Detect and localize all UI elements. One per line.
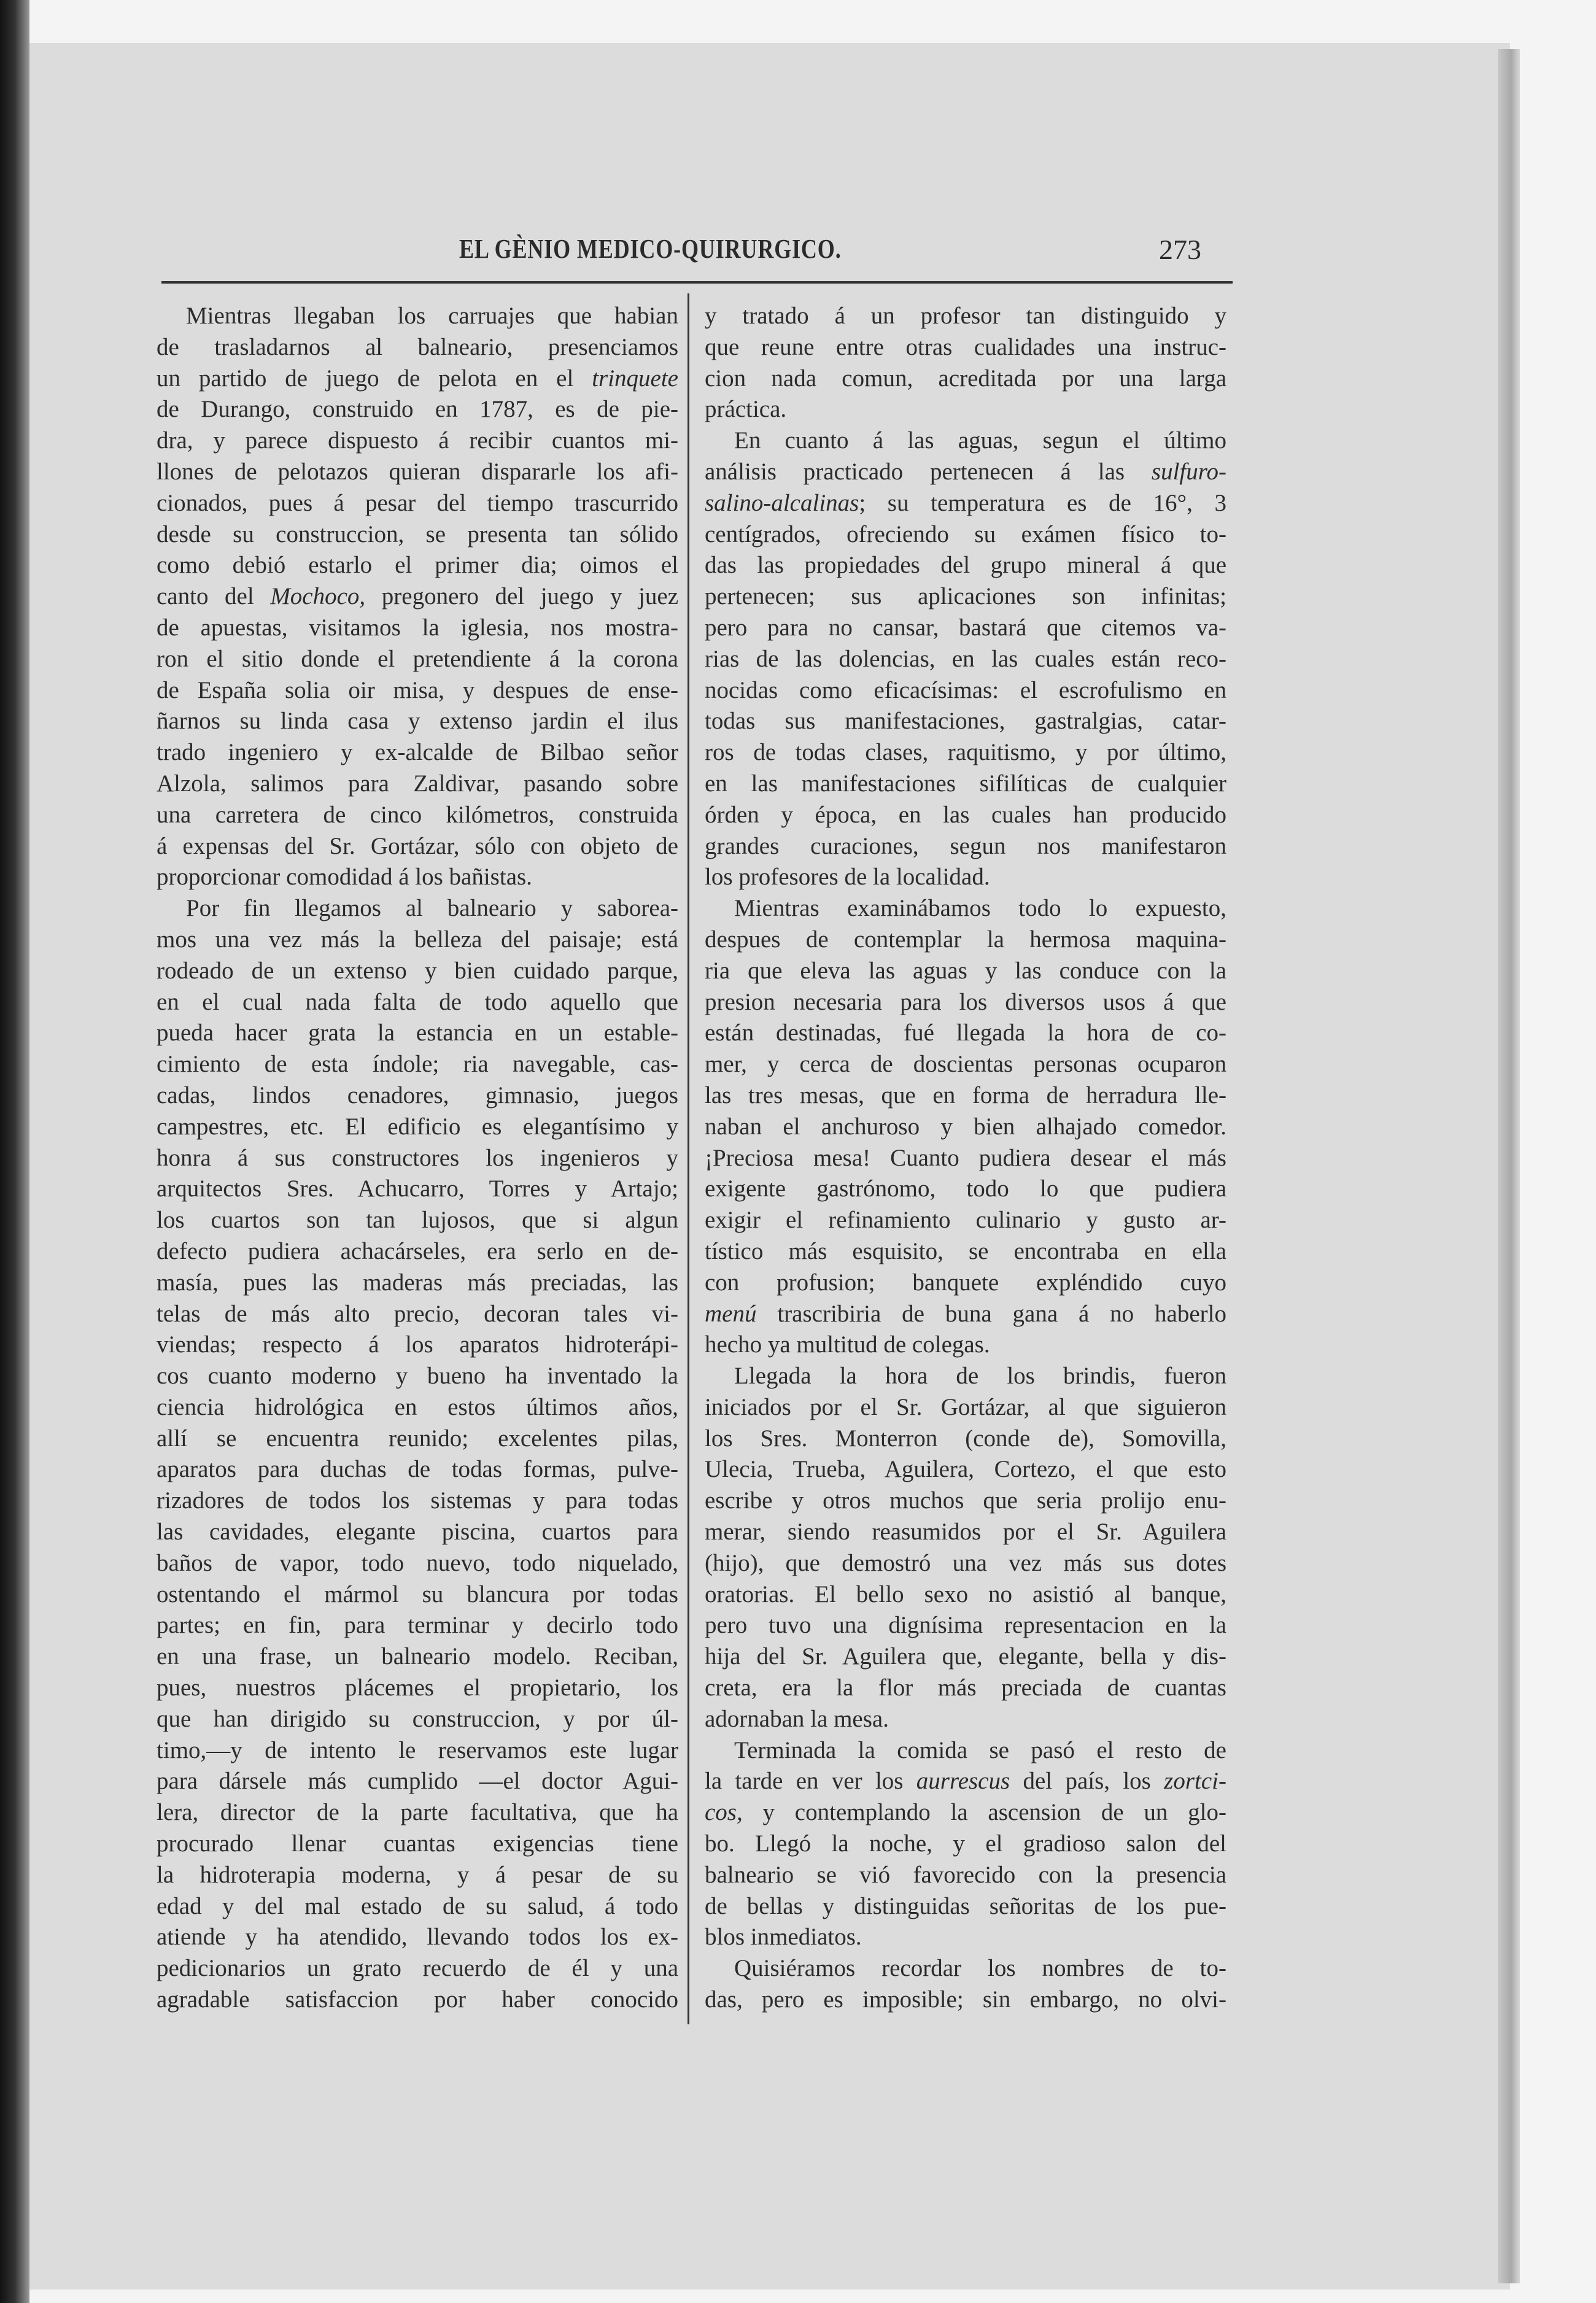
text-segment: los profesores de la localidad.	[705, 864, 990, 891]
text-segment: en una frase, un balneario modelo. Reciban,	[157, 1643, 678, 1670]
text-segment: los Sres. Monterron (conde de), Somovilla,	[705, 1425, 1226, 1452]
text-segment: como debió estarlo el primer dia; oimos el	[157, 552, 678, 579]
italic-text: trinquete	[592, 365, 678, 392]
text-line	[157, 1330, 678, 1361]
text-segment: para dársele más cumplido —el doctor Agui-	[157, 1768, 678, 1795]
text-line	[157, 1641, 678, 1673]
text-line	[705, 956, 1226, 987]
text-segment: arquitectos Sres. Achucarro, Torres y Artajo;	[157, 1175, 678, 1202]
text-line	[705, 1268, 1226, 1299]
text-segment: defecto pudiera achacárseles, era serlo en de-	[157, 1237, 678, 1264]
text-segment: exigir el refinamiento culinario y gusto ar-	[705, 1207, 1226, 1234]
text-segment: baños de vapor, todo nuevo, todo niquelado,	[157, 1549, 678, 1576]
text-segment: masía, pues las maderas más preciadas, las	[157, 1269, 678, 1296]
text-line	[157, 862, 678, 893]
text-line	[157, 457, 678, 488]
text-segment: Alzola, salimos para Zaldivar, pasando sobre	[157, 770, 678, 797]
text-line	[157, 301, 678, 332]
text-line	[157, 1766, 678, 1797]
text-line	[157, 1704, 678, 1735]
text-segment: de trasladarnos al balneario, presenciamos	[157, 333, 678, 360]
text-segment: llones de pelotazos quieran dispararle los afi-	[157, 458, 678, 485]
text-segment: campestres, etc. El edificio es elegantísimo y	[157, 1113, 678, 1140]
text-line	[157, 581, 678, 613]
text-segment: lera, director de la parte facultativa, que ha	[157, 1799, 678, 1826]
text-line	[705, 1236, 1226, 1268]
text-segment: ciencia hidrológica en estos últimos años,	[157, 1393, 678, 1420]
text-line	[705, 1049, 1226, 1080]
text-segment: centígrados, ofreciendo su exámen físico to-	[705, 521, 1226, 548]
text-segment: ros de todas clases, raquitismo, y por último,	[705, 739, 1226, 766]
text-line	[157, 613, 678, 644]
text-segment: ria que eleva las aguas y las conduce con la	[705, 957, 1226, 984]
text-segment: mos una vez más la belleza del paisaje; está	[157, 926, 678, 953]
italic-text: menú	[705, 1300, 757, 1327]
text-line	[705, 1174, 1226, 1205]
text-line	[705, 1766, 1226, 1797]
text-segment: pues, nuestros plácemes el propietario, los	[157, 1674, 678, 1701]
text-segment: procurado llenar cuantas exigencias tiene	[157, 1830, 678, 1857]
text-segment: (hijo), que demostró una vez más sus dotes	[705, 1549, 1226, 1576]
text-segment: agradable satisfaccion por haber conocido	[157, 1986, 678, 2013]
text-line	[157, 800, 678, 831]
text-line	[157, 893, 678, 924]
text-line	[705, 1330, 1226, 1361]
text-segment: iniciados por el Sr. Gortázar, al que siguieron	[705, 1393, 1226, 1420]
text-line	[705, 301, 1226, 332]
text-segment: están destinadas, fué llegada la hora de co-	[705, 1020, 1226, 1047]
text-line	[157, 1299, 678, 1330]
text-line	[157, 1517, 678, 1548]
text-segment: de Durango, construido en 1787, es de pie-	[157, 396, 678, 423]
text-line	[157, 987, 678, 1018]
text-line	[705, 1485, 1226, 1517]
text-line	[157, 924, 678, 956]
text-segment: creta, era la flor más preciada de cuantas	[705, 1674, 1226, 1701]
text-segment: los cuartos son tan lujosos, que si algun	[157, 1207, 678, 1234]
text-segment: timo,—y de intento le reservamos este lugar	[157, 1736, 678, 1763]
header-rule	[161, 281, 1233, 284]
text-segment: todas sus manifestaciones, gastralgias, catar-	[705, 708, 1226, 735]
text-line	[157, 1984, 678, 2016]
text-line	[157, 1735, 678, 1767]
text-segment: blos inmediatos.	[705, 1924, 862, 1951]
text-line	[157, 519, 678, 551]
text-line	[705, 1112, 1226, 1143]
text-segment: ; su temperatura es de 16°, 3	[859, 489, 1226, 516]
text-segment: de España solia oir misa, y despues de ense-	[157, 676, 678, 703]
text-line	[705, 425, 1226, 457]
text-line	[157, 675, 678, 706]
text-segment: edad y del mal estado de su salud, á todo	[157, 1892, 678, 1919]
text-line	[705, 613, 1226, 644]
text-line	[157, 1018, 678, 1049]
text-segment: cion nada comun, acreditada por una larga	[705, 365, 1226, 392]
text-line	[157, 1548, 678, 1579]
text-line	[705, 1361, 1226, 1392]
text-line	[157, 1579, 678, 1611]
text-line	[705, 1548, 1226, 1579]
text-line	[157, 1454, 678, 1485]
text-line	[705, 1392, 1226, 1423]
text-segment: aparatos para duchas de todas formas, pulve-	[157, 1456, 678, 1483]
text-line	[157, 768, 678, 800]
text-segment: trado ingeniero y ex-alcalde de Bilbao señor	[157, 739, 678, 766]
text-line	[705, 1984, 1226, 2016]
text-line	[705, 581, 1226, 613]
text-column-right	[705, 301, 1226, 2016]
text-segment: Llegada la hora de los brindis, fueron	[734, 1363, 1226, 1390]
text-line	[157, 1236, 678, 1268]
text-segment: pregonero del juego y juez	[365, 583, 678, 610]
text-segment: ron el sitio donde el pretendiente á la corona	[157, 645, 678, 672]
text-segment: con profusion; banquete expléndido cuyo	[705, 1269, 1226, 1296]
text-line	[705, 800, 1226, 831]
text-line	[705, 924, 1226, 956]
text-segment: Quisiéramos recordar los nombres de to-	[734, 1955, 1226, 1982]
text-line	[705, 1299, 1226, 1330]
text-segment: allí se encuentra reunido; excelentes pilas,	[157, 1425, 678, 1452]
italic-text: cos,	[705, 1799, 743, 1826]
text-line	[157, 706, 678, 737]
text-line	[705, 332, 1226, 363]
text-segment: proporcionar comodidad á los bañistas.	[157, 864, 532, 891]
text-line	[705, 1610, 1226, 1641]
text-line	[705, 488, 1226, 519]
page-edge	[1498, 49, 1520, 2283]
text-line	[705, 1423, 1226, 1455]
text-segment: órden y época, en las cuales han producido	[705, 801, 1226, 828]
text-segment: ostentando el mármol su blancura por todas	[157, 1581, 678, 1608]
text-segment: exigente gastrónomo, todo lo que pudiera	[705, 1175, 1226, 1202]
text-segment: pero tuvo una dignísima representacion en la	[705, 1612, 1226, 1639]
italic-text: zortci-	[1164, 1768, 1226, 1795]
text-line	[705, 1829, 1226, 1860]
text-segment: que reune entre otras cualidades una instruc-	[705, 333, 1226, 360]
text-segment: grandes curaciones, segun nos manifestaron	[705, 832, 1226, 859]
italic-text: aurrescus	[916, 1768, 1010, 1795]
text-segment: Terminada la comida se pasó el resto de	[734, 1736, 1226, 1763]
text-segment: desde su construccion, se presenta tan sólido	[157, 521, 678, 548]
text-line	[157, 1268, 678, 1299]
text-segment: las cavidades, elegante piscina, cuartos para	[157, 1519, 678, 1546]
text-line	[705, 831, 1226, 862]
text-line	[705, 1641, 1226, 1673]
text-segment: mer, y cerca de doscientas personas ocuparon	[705, 1051, 1226, 1078]
text-segment: ñarnos su linda casa y extenso jardin el ilus	[157, 708, 678, 735]
text-line	[157, 1392, 678, 1423]
text-line	[157, 1143, 678, 1174]
text-line	[157, 332, 678, 363]
text-line	[705, 675, 1226, 706]
text-line	[157, 1485, 678, 1517]
text-line	[705, 1080, 1226, 1112]
text-segment: la tarde en ver los	[705, 1768, 916, 1795]
text-line	[705, 1517, 1226, 1548]
text-segment: honra á sus constructores los ingenieros y	[157, 1144, 678, 1171]
text-segment: partes; en fin, para terminar y decirlo todo	[157, 1612, 678, 1639]
text-segment: las tres mesas, que en forma de herradura lle-	[705, 1082, 1226, 1109]
text-segment: adornaban la mesa.	[705, 1705, 889, 1732]
text-line	[705, 862, 1226, 893]
text-line	[157, 425, 678, 457]
text-segment: balneario se vió favorecido con la presencia	[705, 1861, 1226, 1888]
text-segment: das las propiedades del grupo mineral á que	[705, 552, 1226, 579]
text-line	[157, 1860, 678, 1891]
text-line	[705, 1704, 1226, 1735]
text-segment: y tratado á un profesor tan distinguido y	[705, 303, 1226, 329]
text-line	[157, 1049, 678, 1080]
text-line	[157, 1953, 678, 1984]
text-line	[705, 457, 1226, 488]
text-segment: cos cuanto moderno y bueno ha inventado la	[157, 1363, 678, 1390]
text-line	[157, 1673, 678, 1704]
text-segment: cionados, pues á pesar del tiempo trascurrido	[157, 489, 678, 516]
text-line	[157, 1610, 678, 1641]
text-line	[705, 550, 1226, 581]
text-segment: naban el anchuroso y bien alhajado comedor.	[705, 1113, 1226, 1140]
text-segment: á expensas del Sr. Gortázar, sólo con objeto de	[157, 832, 678, 859]
text-segment: hija del Sr. Aguilera que, elegante, bella y dis-	[705, 1643, 1226, 1670]
text-segment: cimiento de esta índole; ria navegable, cas-	[157, 1051, 678, 1078]
text-line	[157, 550, 678, 581]
text-segment: bo. Llegó la noche, y el gradioso salon del	[705, 1830, 1226, 1857]
text-segment: análisis practicado pertenecen á las	[705, 458, 1152, 485]
text-segment: merar, siendo reasumidos por el Sr. Aguilera	[705, 1519, 1226, 1546]
running-header-title: EL GÈNIO MEDICO-QUIRURGICO.	[459, 234, 842, 264]
text-line	[157, 644, 678, 675]
text-line	[157, 394, 678, 425]
text-line	[705, 519, 1226, 551]
text-segment: Mientras examinábamos todo lo expuesto,	[734, 895, 1226, 922]
text-segment: que han dirigido su construccion, y por úl-	[157, 1705, 678, 1732]
book-binding-edge	[0, 0, 29, 2303]
text-line	[705, 644, 1226, 675]
text-line	[705, 1143, 1226, 1174]
text-line	[157, 737, 678, 768]
text-line	[705, 1579, 1226, 1611]
text-line	[705, 363, 1226, 395]
text-segment: viendas; respecto á los aparatos hidroterápi-	[157, 1331, 678, 1358]
text-line	[705, 1891, 1226, 1922]
text-segment: la hidroterapia moderna, y á pesar de su	[157, 1861, 678, 1888]
text-line	[705, 1797, 1226, 1829]
text-segment: nocidas como eficacísimas: el escrofulismo en	[705, 676, 1226, 703]
text-line	[705, 1018, 1226, 1049]
text-segment: una carretera de cinco kilómetros, construida	[157, 801, 678, 828]
text-segment: trascribiria de buna gana á no haberlo	[756, 1300, 1226, 1327]
text-segment: un partido de juego de pelota en el	[157, 365, 592, 392]
text-segment: despues de contemplar la hermosa maquina-	[705, 926, 1226, 953]
text-line	[157, 1423, 678, 1455]
text-segment: y contemplando la ascension de un glo-	[742, 1799, 1226, 1826]
text-line	[705, 1922, 1226, 1953]
text-segment: rodeado de un extenso y bien cuidado parque,	[157, 957, 678, 984]
italic-text: Mochoco,	[270, 583, 366, 610]
text-segment: hecho ya multitud de colegas.	[705, 1331, 990, 1358]
text-segment: telas de más alto precio, decoran tales vi-	[157, 1300, 678, 1327]
text-line	[157, 1174, 678, 1205]
text-line	[705, 1735, 1226, 1767]
text-line	[705, 737, 1226, 768]
text-line	[157, 1112, 678, 1143]
text-segment: oratorias. El bello sexo no asistió al banque,	[705, 1581, 1226, 1608]
text-line	[705, 1860, 1226, 1891]
text-segment: en las manifestaciones sifilíticas de cualquier	[705, 770, 1226, 797]
text-line	[705, 893, 1226, 924]
italic-text: sulfuro-	[1151, 458, 1226, 485]
text-segment: presion necesaria para los diversos usos á que	[705, 988, 1226, 1015]
text-line	[157, 1922, 678, 1953]
text-segment: tístico más esquisito, se encontraba en ella	[705, 1237, 1226, 1264]
text-segment: práctica.	[705, 396, 787, 423]
text-segment: escribe y otros muchos que seria prolijo enu-	[705, 1487, 1226, 1514]
text-segment: pertenecen; sus aplicaciones son infinitas;	[705, 583, 1226, 610]
text-segment: de apuestas, visitamos la iglesia, nos mostra-	[157, 614, 678, 641]
page-number: 273	[1159, 234, 1201, 265]
text-segment: Por fin llegamos al balneario y saborea-	[186, 895, 678, 922]
text-segment: en el cual nada falta de todo aquello que	[157, 988, 678, 1015]
italic-text: salino-alcalinas	[705, 489, 859, 516]
text-line	[157, 956, 678, 987]
text-line	[157, 363, 678, 395]
text-line	[705, 1454, 1226, 1485]
text-line	[157, 1361, 678, 1392]
text-line	[157, 1080, 678, 1112]
text-line	[705, 394, 1226, 425]
text-segment: das, pero es imposible; sin embargo, no olvi-	[705, 1986, 1226, 2013]
text-segment: cadas, lindos cenadores, gimnasio, juegos	[157, 1082, 678, 1109]
text-line	[157, 1891, 678, 1922]
text-segment: dra, y parece dispuesto á recibir cuantos mi-	[157, 427, 678, 454]
text-line	[705, 706, 1226, 737]
text-line	[157, 488, 678, 519]
text-segment: Ulecia, Trueba, Aguilera, Cortezo, el que esto	[705, 1456, 1226, 1483]
text-column-left	[157, 301, 678, 2016]
text-segment: pueda hacer grata la estancia en un estable-	[157, 1020, 678, 1047]
text-line	[157, 1205, 678, 1236]
text-segment: Mientras llegaban los carruajes que habian	[186, 303, 678, 329]
text-line	[157, 1797, 678, 1829]
text-segment: atiende y ha atendido, llevando todos los ex-	[157, 1924, 678, 1951]
text-segment: del país, los	[1010, 1768, 1164, 1795]
text-segment: ¡Preciosa mesa! Cuanto pudiera desear el más	[705, 1144, 1226, 1171]
column-divider	[688, 293, 689, 2024]
text-segment: pedicionarios un grato recuerdo de él y una	[157, 1955, 678, 1982]
text-segment: pero para no cansar, bastará que citemos va-	[705, 614, 1226, 641]
text-line	[705, 1673, 1226, 1704]
text-segment: canto del	[157, 583, 271, 610]
text-line	[157, 831, 678, 862]
text-line	[705, 1953, 1226, 1984]
text-line	[705, 768, 1226, 800]
text-segment: rizadores de todos los sistemas y para todas	[157, 1487, 678, 1514]
text-segment: de bellas y distinguidas señoritas de los pue-	[705, 1892, 1226, 1919]
text-line	[157, 1829, 678, 1860]
text-segment: rias de las dolencias, en las cuales están reco-	[705, 645, 1226, 672]
text-line	[705, 987, 1226, 1018]
text-segment: En cuanto á las aguas, segun el último	[734, 427, 1226, 454]
text-line	[705, 1205, 1226, 1236]
